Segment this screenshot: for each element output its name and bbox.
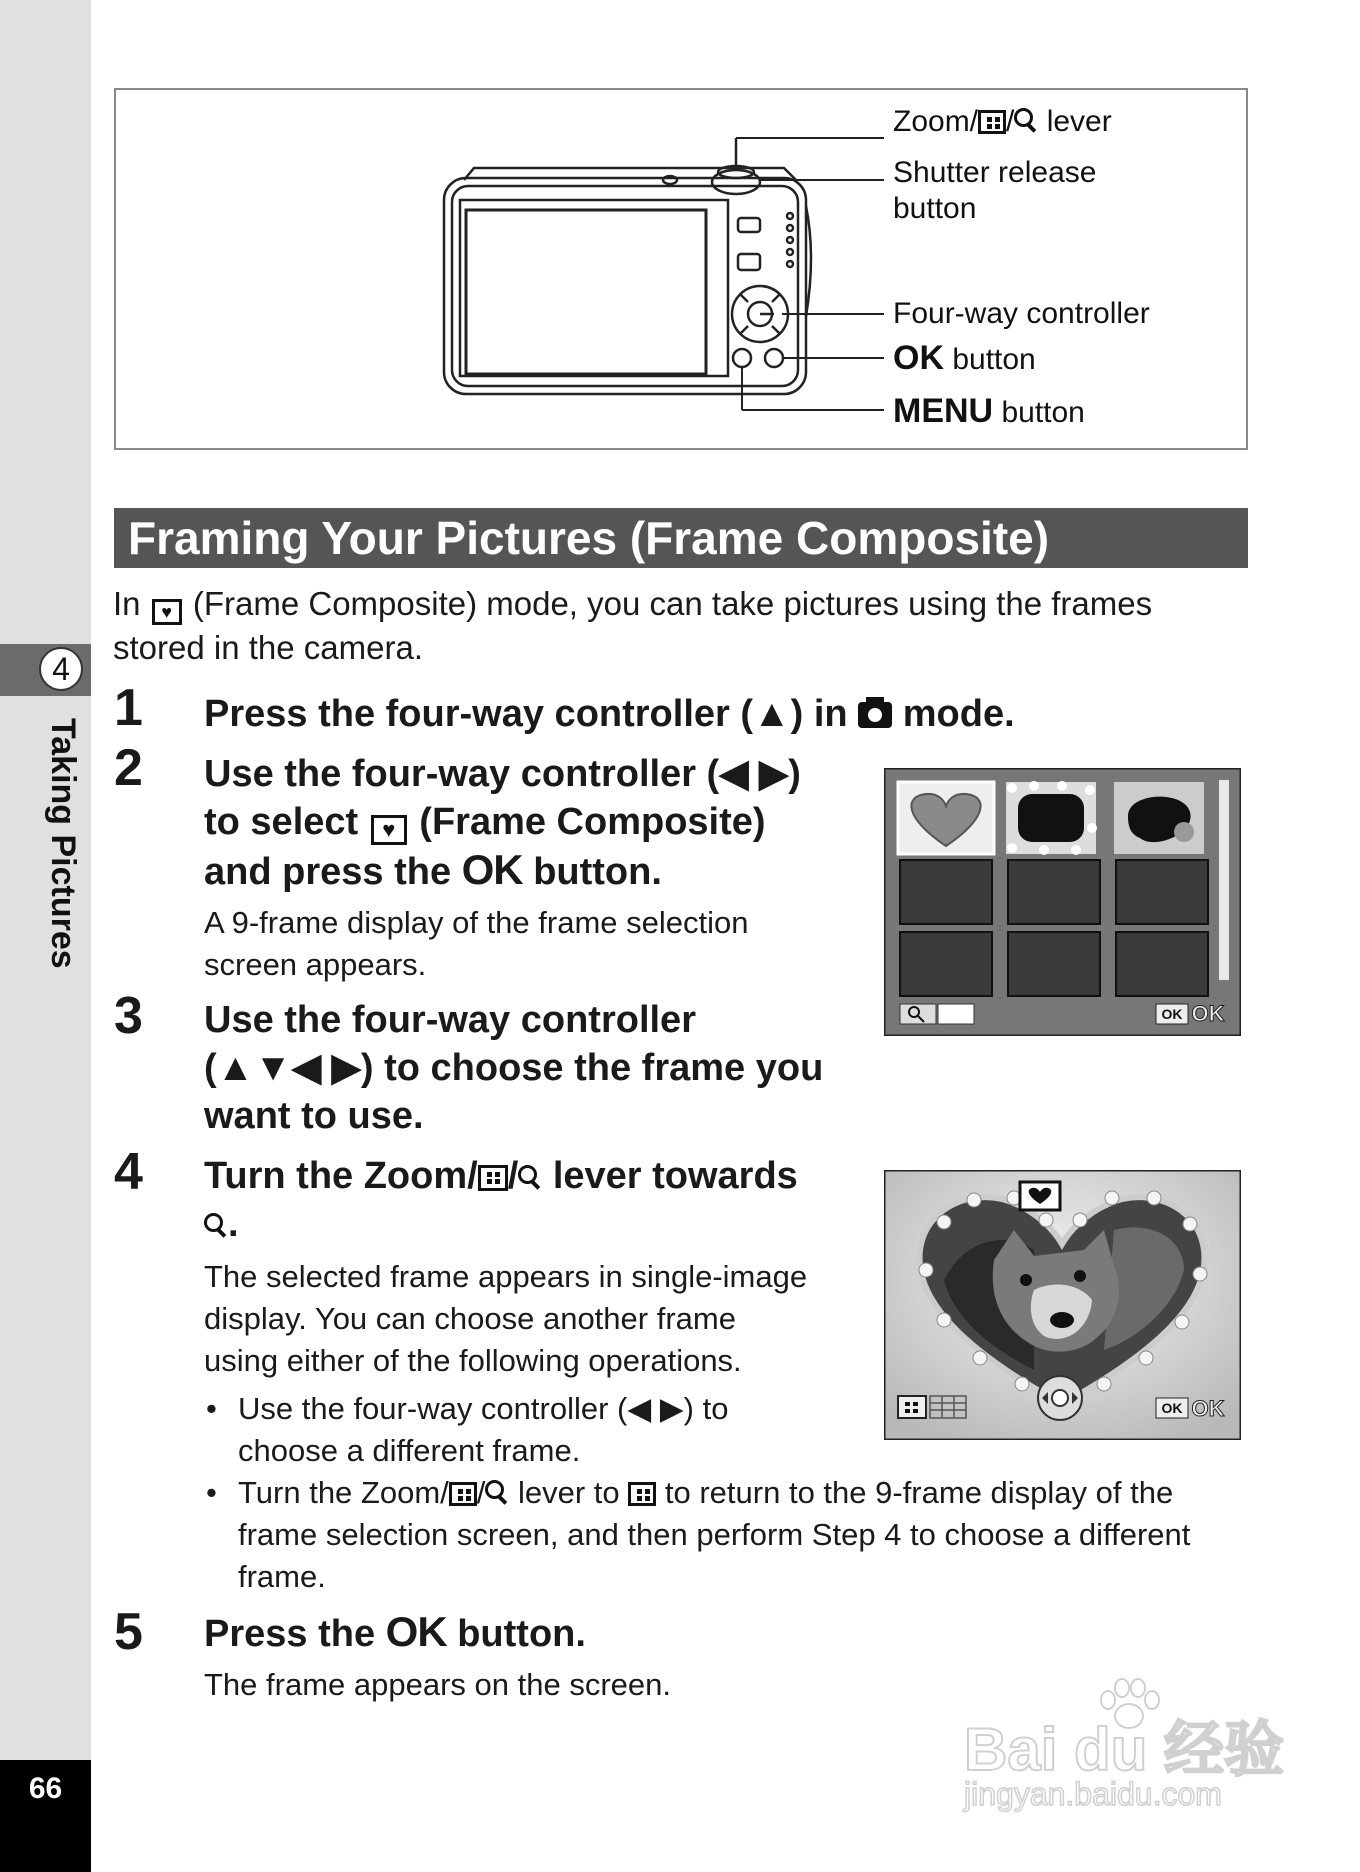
- watermark-text: Bai du 经验: [964, 1716, 1285, 1783]
- step-1-number: 1: [114, 679, 143, 737]
- callout-menu-button: MENU button: [893, 392, 1085, 430]
- step-2-number: 2: [114, 739, 143, 797]
- grid-icon: [449, 1482, 477, 1506]
- step-4-heading: Turn the Zoom/ / lever towards .: [204, 1155, 798, 1245]
- step-5-description: The frame appears on the screen.: [204, 1667, 671, 1702]
- callout-ok-button: OK button: [893, 339, 1036, 377]
- camera-mode-icon: [858, 702, 892, 728]
- frame-composite-icon: ♥: [152, 599, 182, 625]
- baidu-watermark: [964, 1676, 1286, 1826]
- chapter-title: Taking Pictures: [44, 718, 82, 969]
- screen2-ok-text: OK: [1191, 1396, 1225, 1421]
- callout-shutter-line2: button: [893, 192, 977, 225]
- intro-paragraph: In ♥ (Frame Composite) mode, you can take pictures using the frames stored in the camera.: [113, 585, 1153, 666]
- magnifier-icon: [518, 1165, 542, 1191]
- callout-zoom-lever: Zoom/ / lever: [893, 105, 1112, 138]
- single-frame-screen: [884, 1170, 1241, 1440]
- step-3-number: 3: [114, 987, 143, 1045]
- step-1-heading: Press the four-way controller (▲) in mode.: [204, 693, 1015, 735]
- step-4-bullet-1: • Use the four-way controller (◀ ▶) to choose a different frame.: [206, 1391, 729, 1468]
- callout-shutter-line1: Shutter release: [893, 156, 1097, 189]
- chapter-number: 4: [39, 647, 83, 691]
- magnifier-icon: [485, 1480, 509, 1506]
- step-2-description: A 9-frame display of the frame selection screen appears.: [204, 905, 749, 982]
- step-3-heading: Use the four-way controller (▲▼◀ ▶) to choose the frame you want to use.: [204, 999, 824, 1137]
- section-title: Framing Your Pictures (Frame Composite): [114, 508, 1248, 568]
- step-5-heading: Press the OK button.: [204, 1608, 586, 1655]
- page-number: 66: [28, 1772, 63, 1805]
- frame-selection-screen: [884, 768, 1241, 1036]
- screen1-ok-label: OK: [1161, 1006, 1183, 1022]
- screen1-ok-text: OK: [1191, 1001, 1225, 1026]
- magnifier-icon: [1014, 108, 1038, 134]
- watermark-url: jingyan.baidu.com: [964, 1776, 1222, 1812]
- step-5-number: 5: [114, 1603, 143, 1661]
- grid-icon: [978, 110, 1006, 134]
- step-4-description: The selected frame appears in single-image display. You can choose another frame using either of the following operations.: [204, 1259, 808, 1378]
- step-2-heading: Use the four-way controller (◀ ▶) to select ♥ (Frame Composite) and press the OK button.: [204, 753, 801, 893]
- step-4-number: 4: [114, 1143, 143, 1201]
- magnifier-icon: [204, 1213, 228, 1239]
- grid-icon: [478, 1165, 508, 1191]
- frame-composite-icon: ♥: [371, 815, 407, 845]
- callout-four-way: Four-way controller: [893, 297, 1150, 330]
- screen2-ok-label: OK: [1161, 1400, 1183, 1416]
- grid-icon: [628, 1482, 656, 1506]
- step-4-bullet-2: • Turn the Zoom/ / lever to to return to the 9-frame display of the frame selection screen, and then perform Step 4 to choose a different frame.: [206, 1475, 1191, 1594]
